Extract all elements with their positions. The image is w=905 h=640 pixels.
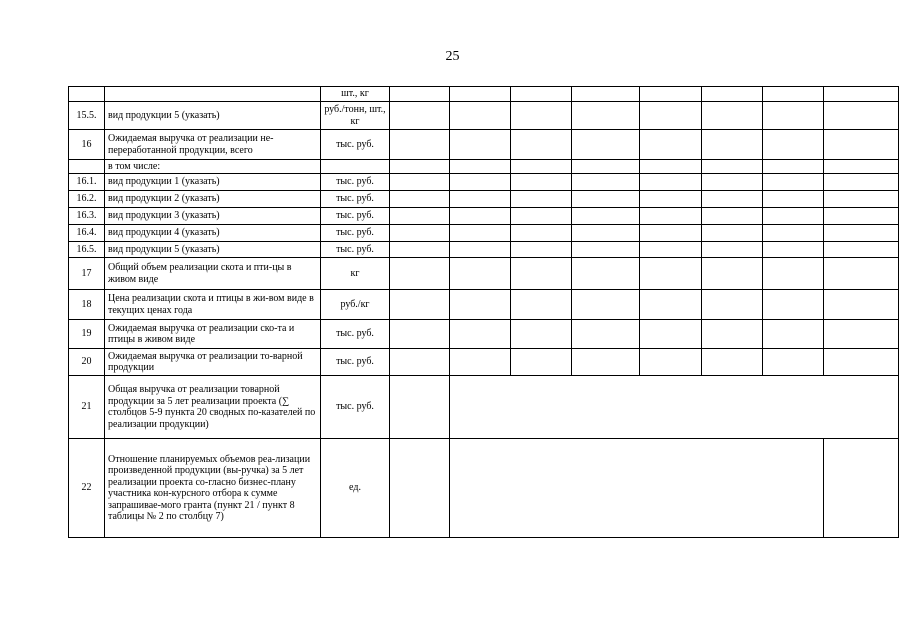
value-cell [702,290,763,320]
value-cell [702,191,763,208]
value-cell [640,290,702,320]
value-cell [572,102,640,130]
value-cell [450,102,511,130]
value-cell [390,102,450,130]
value-cell [640,225,702,242]
table-row [69,208,899,225]
row-unit [321,160,390,174]
value-cell [390,191,450,208]
value-cell [450,242,511,258]
table-row [69,320,899,349]
table-row [69,102,899,130]
row-number: 16.4. [69,225,105,242]
row-name: Ожидаемая выручка от реализации ско-та и птицы в живом виде [105,320,321,349]
value-cell [572,258,640,290]
row-name: Ожидаемая выручка от реализации то-варной продукции [105,349,321,376]
value-cell [763,258,824,290]
value-cell [572,290,640,320]
value-cell [511,160,572,174]
table-row [69,376,899,439]
row-number: 16.5. [69,242,105,258]
row-unit: тыс. руб. [321,191,390,208]
table-row [69,87,899,102]
merged-value-cell [450,376,899,439]
row-name [105,87,321,102]
row-number: 15.5. [69,102,105,130]
value-cell [640,174,702,191]
value-cell [572,349,640,376]
row-unit: кг [321,258,390,290]
value-cell [572,174,640,191]
value-cell [763,191,824,208]
value-cell [702,349,763,376]
value-cell [572,191,640,208]
row-name: Отношение планируемых объемов реа-лизации произведенной продукции (вы-ручка) за 5 лет реализации проекта со-гласно бизнес-плану участника кон-курсного отбора к сумме запрашивае-мого гранта (пункт 21 / пункт 8 таблицы № 2 по столбцу 7) [105,439,321,538]
value-cell [702,242,763,258]
value-cell [450,160,511,174]
row-unit: тыс. руб. [321,376,390,439]
value-cell [390,174,450,191]
value-cell [763,290,824,320]
value-cell [824,130,899,160]
merged-value-cell [450,439,824,538]
value-cell [390,376,450,439]
value-cell [390,208,450,225]
row-unit: тыс. руб. [321,242,390,258]
value-cell [450,130,511,160]
row-unit: тыс. руб. [321,320,390,349]
row-unit: тыс. руб. [321,130,390,160]
value-cell [572,320,640,349]
value-cell [511,258,572,290]
value-cell [450,191,511,208]
value-cell [824,160,899,174]
value-cell [702,208,763,225]
value-cell [572,225,640,242]
value-cell [640,87,702,102]
row-number: 16.3. [69,208,105,225]
value-cell [824,349,899,376]
value-cell [511,320,572,349]
value-cell [511,87,572,102]
value-cell [390,225,450,242]
value-cell [640,208,702,225]
value-cell [450,174,511,191]
value-cell [702,258,763,290]
value-cell [390,242,450,258]
value-cell [390,160,450,174]
value-cell [763,102,824,130]
row-unit: тыс. руб. [321,208,390,225]
value-cell [824,290,899,320]
row-name: Цена реализации скота и птицы в жи-вом виде в текущих ценах года [105,290,321,320]
row-name: вид продукции 1 (указать) [105,174,321,191]
value-cell [824,225,899,242]
value-cell [763,87,824,102]
row-name: вид продукции 4 (указать) [105,225,321,242]
value-cell [763,130,824,160]
value-cell [572,242,640,258]
value-cell [763,320,824,349]
row-number [69,87,105,102]
table-row [69,130,899,160]
value-cell [763,174,824,191]
row-number [69,160,105,174]
row-number: 16 [69,130,105,160]
value-cell [824,320,899,349]
value-cell [702,87,763,102]
value-cell [450,225,511,242]
table-row [69,242,899,258]
row-number: 18 [69,290,105,320]
value-cell [763,160,824,174]
value-cell [763,208,824,225]
row-name: вид продукции 5 (указать) [105,242,321,258]
value-cell [572,130,640,160]
table-row [69,160,899,174]
value-cell [450,208,511,225]
value-cell [511,290,572,320]
value-cell [640,130,702,160]
value-cell [450,258,511,290]
value-cell [824,208,899,225]
row-number: 16.1. [69,174,105,191]
table-row [69,349,899,376]
value-cell [824,174,899,191]
value-cell [640,242,702,258]
row-name: Общий объем реализации скота и пти-цы в живом виде [105,258,321,290]
row-unit: шт., кг [321,87,390,102]
table-row [69,258,899,290]
value-cell [450,87,511,102]
indicators-table [68,86,899,538]
row-name: вид продукции 2 (указать) [105,191,321,208]
value-cell [450,320,511,349]
value-cell [640,102,702,130]
value-cell [824,102,899,130]
row-name: Общая выручка от реализации товарной продукции за 5 лет реализации проекта (∑ столбцов 5-9 пункта 20 сводных по-казателей по реализации продукции) [105,376,321,439]
table-row [69,439,899,538]
value-cell [572,208,640,225]
value-cell [824,87,899,102]
value-cell [511,130,572,160]
value-cell [763,349,824,376]
value-cell [702,320,763,349]
value-cell [511,208,572,225]
row-unit: руб./кг [321,290,390,320]
value-cell [640,258,702,290]
value-cell [572,160,640,174]
value-cell [824,439,899,538]
row-unit: руб./тонн, шт., кг [321,102,390,130]
row-unit: ед. [321,439,390,538]
value-cell [572,87,640,102]
value-cell [511,191,572,208]
value-cell [702,174,763,191]
row-name: в том числе: [105,160,321,174]
value-cell [640,160,702,174]
value-cell [640,191,702,208]
row-unit: тыс. руб. [321,349,390,376]
value-cell [390,320,450,349]
value-cell [390,87,450,102]
row-unit: тыс. руб. [321,174,390,191]
value-cell [450,349,511,376]
row-number: 19 [69,320,105,349]
value-cell [702,130,763,160]
value-cell [390,130,450,160]
row-number: 22 [69,439,105,538]
value-cell [824,258,899,290]
value-cell [450,290,511,320]
row-number: 21 [69,376,105,439]
value-cell [702,160,763,174]
table-row [69,174,899,191]
row-number: 20 [69,349,105,376]
value-cell [763,242,824,258]
page-number: 25 [445,49,460,64]
value-cell [390,349,450,376]
row-name: вид продукции 3 (указать) [105,208,321,225]
row-number: 16.2. [69,191,105,208]
value-cell [390,439,450,538]
value-cell [640,349,702,376]
value-cell [390,290,450,320]
row-name: вид продукции 5 (указать) [105,102,321,130]
row-name: Ожидаемая выручка от реализации не-переработанной продукции, всего [105,130,321,160]
value-cell [511,102,572,130]
value-cell [511,242,572,258]
value-cell [763,225,824,242]
table-row [69,225,899,242]
value-cell [702,102,763,130]
value-cell [824,242,899,258]
row-unit: тыс. руб. [321,225,390,242]
table-row [69,191,899,208]
value-cell [511,349,572,376]
table-row [69,290,899,320]
value-cell [702,225,763,242]
value-cell [640,320,702,349]
value-cell [511,174,572,191]
value-cell [390,258,450,290]
value-cell [511,225,572,242]
row-number: 17 [69,258,105,290]
value-cell [824,191,899,208]
